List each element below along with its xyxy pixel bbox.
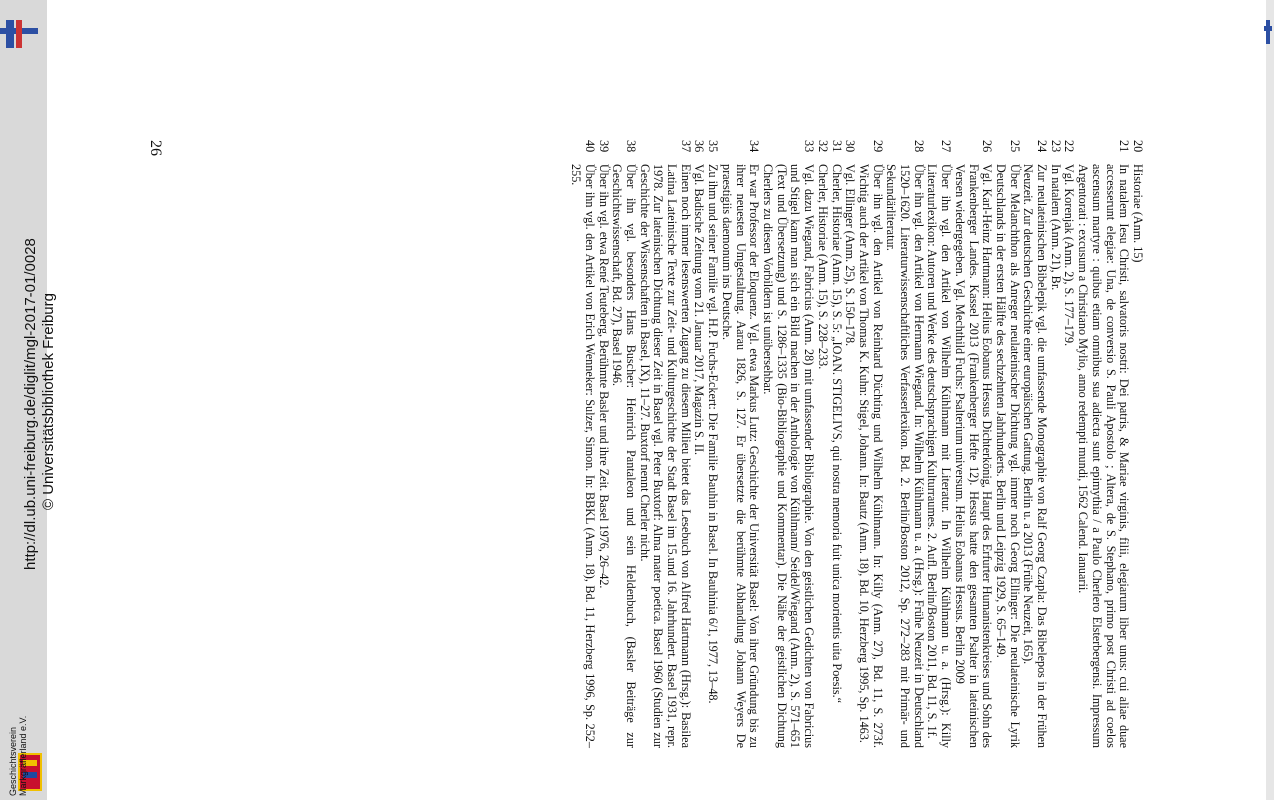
footnote-number: 40 — [582, 140, 597, 153]
footnote-text: In natalem (Anm. 21), Br. — [1048, 164, 1063, 291]
publisher-line-1: Geschichtsverein — [8, 726, 18, 796]
footnote-number: 23 — [1048, 140, 1063, 153]
document-url[interactable]: http://dl.ub.uni-freiburg.de/diglit/mgl-2017-01/0028 — [22, 238, 39, 570]
copyright-line: © Universitätsbibliothek Freiburg — [40, 293, 57, 510]
footnote-number: 31 — [829, 140, 844, 153]
footnote-number: 22 — [1062, 140, 1077, 153]
footnote-number: 24 — [1035, 140, 1050, 153]
footnote-text: Über ihn vgl. besonders Hans Buscher: Heinrich Pantaleon und sein Heldenbuch, (Basler Beiträge zur Geschichtswissenschaft, Bd. 27), Basel 1946. — [610, 164, 638, 748]
footnote-number: 35 — [706, 140, 721, 153]
footnote-number: 32 — [815, 140, 830, 153]
page-number: 26 — [147, 140, 164, 156]
footnote-number: 37 — [678, 140, 693, 153]
footnote-text: In natalem Iesu Christi, salvatoris nostri: Dei patris, & Mariae virginis, filii, elegiarum liber unus: cui aliae duae accesserunt elegiae: Una, de conversio S. Pauli Apostolo ; Altera, de S. Stephano, primo post Christi ad coelos ascensum martyre : quibus etiam omnibus sua adiecta sunt epimythia / a Paulo Cherlero Elsterbergensi. Impressum Argentorati : excusum a Christiano Mylio, anno redempti mundi, 1562 Calend. Ianuarii. — [1076, 164, 1132, 748]
footnote-text: Vgl. Ellinger (Anm. 25), S. 150–178. — [843, 164, 858, 347]
footnote-text: Vgl. Karl-Heinz Hartmann: Helius Eobanus Hessus Dichterkönig, Haupt des Erfurter Humanistenkreises und Sohn des Frankenberger Landes. Kassel 2013 (Frankenberger Hefte 12). Hessus hatte den gesamten Psalter in lateinischen Versen wiedergegeben. Vgl. Mechthild Fuchs: Psalterium universum. Helius Eobanus Hessus. Berlin 2009 — [952, 164, 995, 748]
footnote-text: Zur neulateinischen Bibelepik vgl. die umfassende Monographie von Ralf Georg Czapla: Das Bibelepos in der Frühen Neuzeit. Zur deutschen Geschichte einer europäischen Gattung. Berlin u. a 2013 (Frühe Neuzeit, 165). — [1021, 164, 1050, 748]
publisher-line-2: Markgräflerland e.V. — [18, 715, 28, 796]
publisher-label — [8, 716, 28, 796]
footnote-text: Zu ihm und seiner Familie vgl. H.P. Fuchs-Eckert: Die Familie Bauhin in Basel. In Bauhinia 6/1, 1977, 13–48. — [706, 164, 721, 704]
footnote-text: Über ihn vgl. den Artikel von Erich Wenneker: Sulzer, Simon. In: BBKL (Anm. 18), Bd. 11, Herzberg 1996, Sp. 252–255. — [569, 164, 597, 748]
footnote-number: 26 — [980, 140, 995, 153]
footnote-number: 38 — [623, 140, 638, 153]
footnote-number: 20 — [1131, 140, 1145, 153]
footnote-text: Vgl. dazu Wiegand, Fabricius (Anm. 28) mit umfassender Bibliographie. Von den geistlichen Gedichten von Fabricius und Stigel kann man sich ein Bild machen in der Anthologie von Kühlmann/ Seidel/Wiegand (Anm. 2), S. 571–651 (Text und Übersetzung) und S. 1286–1335 (Bio-Bibliographie und Kommentar). Die Nähe der geistlichen Dichtung Cherlers zu diesen Vorbildern ist unübersehbar. — [761, 164, 817, 748]
footnote-number: 34 — [747, 140, 762, 153]
footnote-text: Historiae (Anm. 15) — [1131, 164, 1145, 263]
footnote-text: Über ihn vgl. etwa René Teuteberg, Berühmte Basler und ihre Zeit. Basel 1976, 26–42. — [596, 164, 611, 589]
footnote-number: 36 — [692, 140, 707, 153]
footnote-text: Vgl. Korenjak (Anm. 2), S. 177–179. — [1062, 164, 1077, 347]
footnote-number: 39 — [596, 140, 611, 153]
footnote-number: 28 — [911, 140, 926, 153]
footnote-number: 33 — [802, 140, 817, 153]
footnote-text: Cherler, Historiae (Anm. 15), S. 5: „IOAN. STIGELIVS, qui nostra memoria fuit unica morientis uita Poesis.“ — [829, 164, 844, 704]
footnote-text: Über ihn vgl. den Artikel von Reinhard Düchting und Wilhelm Kühlmann. In: Killy (Anm. 27), Bd. 11, S. 273f. Wichtig auch der Artikel von Thomas K. Kuhn: Stigel, Johann. In: Bautz (Anm. 18), Bd. 10, Herzberg 1995, Sp. 1463. — [856, 164, 885, 748]
footnote-number: 21 — [1117, 140, 1132, 153]
footnote-number: 30 — [843, 140, 858, 153]
footnote-number: 27 — [939, 140, 954, 153]
footnote-text: Cherler, Historiae (Anm. 15), S. 228–233. — [815, 164, 830, 370]
footnote-text: Über ihn vgl. den Artikel von Wilhelm Kühlmann mit Literatur. In Wilhelm Kühlmann u. a. (Hrsg.): Killy Literaturlexikon: Autoren und Werke des deutschsprachigen Kulturraumes. 2. Aufl. Berlin/Boston 2011, Bd. 11, S. 1f. — [925, 164, 954, 748]
footnote-text: Über ihn vgl. den Artikel von Hermann Wiegand. In: Wilhelm Kühlmann u. a. (Hrsg.): Frühe Neuzeit in Deutschland 1520–1620. Literaturwissenschaftliches Verfasserlexikon. Bd. 2. Berlin/Boston 2012, Sp. 272–283 mit Primär- und Sekundärliteratur. — [884, 164, 926, 748]
footnote-text: Einen noch immer lesenswerten Zugang zu diesem Milieu bietet das Lesebuch von Alfred Hartmann (Hrsg.): Basilea Latina Lateinische Texte zur Zeit- und Kulturgeschichte der Stadt Basel im 15.und 16. Jahrhundert. Basel 1931, repr. 1978. Zur lateinischen Dichtung dieser Zeit in Basel vgl. Peter Buxtorf: Alma mater poetica. Basel 1960 (Studien zur Geschichte der Wissenschaften in Basel, IX), 11–27. Buxtorf nennt Cherler nicht. — [637, 164, 693, 748]
footnote-number: 25 — [1007, 140, 1022, 153]
footnote-text: Er war Professor der Eloquenz. Vgl. etwa Markus Lutz: Geschichte der Universität Basel: Von ihrer Gründung bis zu ihrer neuesten Umgestaltung. Aarau 1826, S. 127. Er übersetzte die berühmte Abhandlung Johann Weyers De praestigiis daemonum ins Deutsche. — [719, 164, 762, 748]
footnote-text: Vgl. Badische Zeitung vom 21. Januar 2017, Magazin S. II. — [692, 164, 707, 456]
footnote-number: 29 — [870, 140, 885, 153]
footnote-text: Über Melanchthon als Anreger neulateinischer Dichtung vgl. immer noch Georg Ellinger: Die neulateinische Lyrik Deutschlands in der ersten Hälfte des sechzehnten Jahrhunderts. Berlin und Leipzig 1929, S. 65–149. — [993, 164, 1022, 748]
